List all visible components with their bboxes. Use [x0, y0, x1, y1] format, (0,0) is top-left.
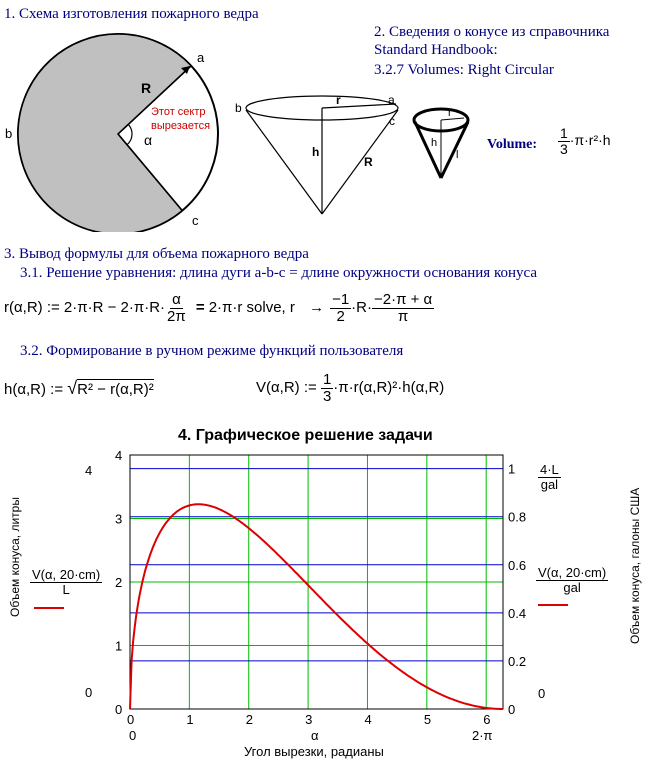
bucket-scheme-diagram — [0, 22, 230, 232]
subsection-3-1: 3.1. Решение уравнения: длина дуги a-b-c = длине окружности основания конуса — [20, 265, 538, 281]
subsection-3-2: 3.2. Формирование в ручном режиме функций пользователя — [20, 343, 404, 359]
volume-rest: ·π·r²·h — [569, 131, 611, 148]
x-tick-label: 3 — [305, 712, 313, 727]
label-R: R — [141, 80, 152, 96]
right-top-den: gal — [540, 476, 559, 492]
eq1-res-den: 2 — [336, 307, 345, 325]
y2-tick-label: 0 — [508, 702, 516, 717]
y2-tick-label: 0.8 — [508, 509, 527, 525]
volume-curve — [130, 504, 503, 709]
sector-note-1: Этот сектр — [151, 106, 206, 118]
cone-side-right — [322, 110, 398, 214]
handbook-section: 3.2.7 Volumes: Right Circular — [374, 62, 554, 78]
right-axis-expression — [536, 566, 608, 594]
y-tick-label: 3 — [115, 511, 123, 527]
eq1-frac-num: α — [172, 291, 181, 308]
small-cone-label-l: l — [456, 149, 459, 161]
sqrt-symbol: √ — [67, 378, 78, 398]
chart-title: 4. Графическое решение задачи — [178, 427, 433, 444]
left-axis-title: Объем конуса, литры — [8, 497, 22, 617]
cone-label-a: a — [388, 93, 395, 107]
x-tick-label: 2 — [245, 712, 253, 727]
left-upper-value: 4 — [85, 463, 93, 478]
label-a: a — [197, 50, 205, 65]
y2-tick-label: 1 — [508, 461, 516, 477]
cone-label-b: b — [235, 101, 242, 115]
right-expr-den: gal — [563, 579, 581, 595]
eq1-res-num: −1 — [332, 291, 350, 308]
y-tick-label: 1 — [115, 638, 123, 654]
volume-label: Volume: — [487, 137, 538, 152]
x-axis-title: Угол вырезки, радианы — [244, 744, 384, 759]
y2-tick-label: 0.4 — [508, 605, 527, 621]
y-tick-label: 0 — [115, 702, 123, 717]
left-legend-line — [34, 607, 64, 609]
y-tick-label: 4 — [115, 448, 123, 463]
cone-radius — [322, 104, 396, 108]
eq1-res2-den: π — [397, 307, 409, 325]
sector-note-2: вырезается — [151, 120, 211, 132]
y-tick-label: 2 — [115, 575, 123, 590]
left-axis-expression — [30, 568, 102, 596]
right-expr-num: V(α, 20·cm) — [538, 565, 607, 580]
eq2-radicand: R² − r(α,R)² — [77, 381, 154, 398]
x-tick-label: 4 — [364, 712, 372, 727]
eq3-rest: ·π·r(α,R)²·h(α,R) — [333, 379, 445, 397]
eq3-den: 3 — [322, 387, 332, 405]
label-alpha: α — [144, 132, 153, 148]
cone-label-R: R — [364, 155, 373, 169]
section-3-title: 3. Вывод формулы для объема пожарного ведра — [4, 246, 309, 262]
eq3-num: 1 — [322, 371, 332, 388]
x-tick-label: 6 — [483, 712, 491, 727]
right-axis-title: Объем конуса, галоны США — [628, 487, 642, 644]
grid-layer — [130, 455, 503, 709]
equation-h — [4, 378, 154, 399]
x-upper-value: 2·π — [472, 728, 493, 743]
section-1-title: 1. Схема изготовления пожарного ведра — [4, 6, 259, 22]
eq1-rhs: 2·π·r solve, r — [208, 299, 295, 317]
x-tick-label: 0 — [127, 712, 135, 727]
left-expr-den: L — [62, 581, 70, 597]
x-tick-label: 1 — [186, 712, 194, 727]
x-tick-label: 5 — [423, 712, 432, 727]
eq1-lhs: r(α,R) := 2·π·R − 2·π·R· — [4, 299, 166, 317]
equation-v — [256, 372, 444, 405]
x-axis-var: α — [311, 728, 319, 743]
label-c: c — [192, 213, 199, 228]
volume-den: 3 — [560, 140, 568, 157]
right-legend-line — [538, 604, 568, 606]
y2-tick-label: 0.2 — [508, 653, 527, 669]
small-cone-diagram — [408, 100, 478, 184]
eq2-lhs: h(α,R) := — [4, 381, 64, 398]
right-top-num: 4·L — [540, 462, 559, 477]
eq1-res-mid: ·R· — [351, 299, 372, 317]
eq3-lhs: V(α,R) := — [256, 379, 317, 397]
cone-diagram — [232, 90, 412, 220]
cone-side-left — [246, 110, 322, 214]
right-lower-value: 0 — [538, 686, 546, 701]
cone-label-r: r — [336, 93, 341, 107]
cone-label-h: h — [312, 145, 320, 159]
right-top-expression — [538, 463, 561, 491]
eq1-res2-num: −2·π + α — [374, 291, 433, 308]
small-cone-radius — [441, 118, 464, 120]
volume-formula — [558, 126, 611, 156]
eq1-arrow: → — [309, 299, 325, 317]
section-2-title: 2. Сведения о конусе из справочника — [374, 24, 610, 40]
small-cone-label-h: h — [431, 137, 438, 149]
small-cone-label-r: r — [448, 107, 452, 119]
left-lower-value: 0 — [85, 685, 93, 700]
eq1-frac-den: 2π — [167, 307, 186, 325]
handbook-line: Standard Handbook: — [374, 42, 498, 58]
equation-r-solve — [4, 292, 434, 325]
x-lower-value: 0 — [129, 728, 137, 743]
tick-layer — [115, 448, 526, 727]
left-expr-num: V(α, 20·cm) — [32, 567, 101, 582]
y2-tick-label: 0.6 — [508, 557, 527, 573]
label-b: b — [5, 126, 13, 141]
volume-num: 1 — [560, 125, 568, 141]
cone-label-c: c — [389, 114, 395, 128]
eq1-bold-eq: = — [195, 299, 205, 317]
